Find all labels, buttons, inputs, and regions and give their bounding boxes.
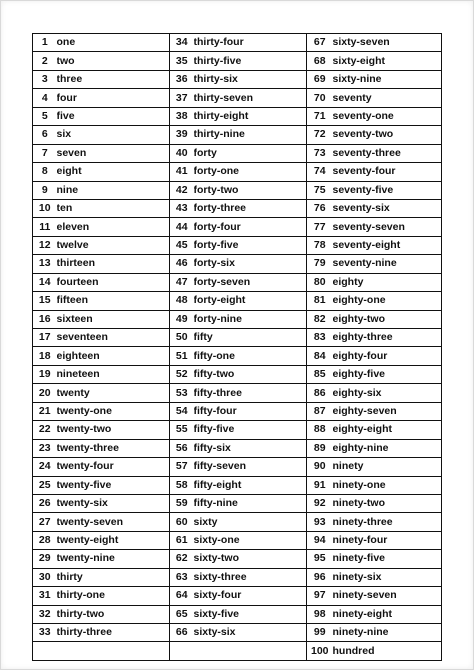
number-cell: 4 [33, 89, 57, 107]
word-cell: two [57, 52, 170, 70]
word-cell: thirty-five [194, 52, 307, 70]
word-cell: eighty-four [333, 347, 442, 365]
word-cell [57, 642, 170, 660]
number-cell: 89 [307, 439, 333, 457]
number-cell: 65 [170, 605, 194, 623]
word-cell: forty-four [194, 218, 307, 236]
number-cell: 83 [307, 329, 333, 347]
table-row [33, 384, 442, 402]
number-cell: 95 [307, 550, 333, 568]
number-cell: 22 [33, 421, 57, 439]
word-cell: twenty-seven [57, 513, 170, 531]
number-cell: 49 [170, 310, 194, 328]
number-cell: 55 [170, 421, 194, 439]
word-cell: forty-five [194, 236, 307, 254]
number-cell: 60 [170, 513, 194, 531]
number-cell: 66 [170, 624, 194, 642]
word-cell: twenty-eight [57, 531, 170, 549]
table-row [33, 494, 442, 512]
table-row [33, 421, 442, 439]
number-cell: 97 [307, 587, 333, 605]
table-row [33, 476, 442, 494]
number-cell: 73 [307, 144, 333, 162]
word-cell: fourteen [57, 273, 170, 291]
word-cell: eighty-eight [333, 421, 442, 439]
number-cell: 24 [33, 458, 57, 476]
number-cell: 64 [170, 587, 194, 605]
word-cell: four [57, 89, 170, 107]
number-cell: 48 [170, 292, 194, 310]
word-cell: thirty-three [57, 624, 170, 642]
word-cell: eighteen [57, 347, 170, 365]
number-cell: 38 [170, 107, 194, 125]
word-cell: three [57, 70, 170, 88]
number-cell: 5 [33, 107, 57, 125]
word-cell: ninety-two [333, 494, 442, 512]
number-cell: 85 [307, 365, 333, 383]
number-cell: 99 [307, 624, 333, 642]
word-cell: sixty-four [194, 587, 307, 605]
word-cell: ninety [333, 458, 442, 476]
word-cell: twenty-two [57, 421, 170, 439]
table-row [33, 273, 442, 291]
number-cell: 14 [33, 273, 57, 291]
number-cell: 40 [170, 144, 194, 162]
table-row [33, 605, 442, 623]
number-cell: 1 [33, 34, 57, 52]
number-cell: 33 [33, 624, 57, 642]
number-cell: 3 [33, 70, 57, 88]
word-cell: fifteen [57, 292, 170, 310]
number-cell: 77 [307, 218, 333, 236]
word-cell: twenty-nine [57, 550, 170, 568]
number-cell: 36 [170, 70, 194, 88]
number-cell: 86 [307, 384, 333, 402]
word-cell [194, 642, 307, 660]
word-cell: forty-six [194, 255, 307, 273]
word-cell: eighty-two [333, 310, 442, 328]
table-row [33, 310, 442, 328]
word-cell: nine [57, 181, 170, 199]
word-cell: sixty-three [194, 568, 307, 586]
word-cell: twenty [57, 384, 170, 402]
word-cell: seventy-six [333, 199, 442, 217]
table-row [33, 402, 442, 420]
word-cell: eighty-seven [333, 402, 442, 420]
word-cell: ninety-seven [333, 587, 442, 605]
number-cell: 84 [307, 347, 333, 365]
word-cell: twelve [57, 236, 170, 254]
word-cell: forty-seven [194, 273, 307, 291]
number-cell: 26 [33, 494, 57, 512]
word-cell: seventy-three [333, 144, 442, 162]
number-cell: 31 [33, 587, 57, 605]
number-cell: 90 [307, 458, 333, 476]
number-cell [170, 642, 194, 660]
word-cell: seventy-four [333, 163, 442, 181]
word-cell: eleven [57, 218, 170, 236]
number-cell: 92 [307, 494, 333, 512]
word-cell: eighty-three [333, 329, 442, 347]
word-cell: seventy [333, 89, 442, 107]
number-cell: 57 [170, 458, 194, 476]
word-cell: eight [57, 163, 170, 181]
word-cell: fifty [194, 329, 307, 347]
word-cell: thirty-six [194, 70, 307, 88]
word-cell: forty-eight [194, 292, 307, 310]
word-cell: ninety-five [333, 550, 442, 568]
word-cell: fifty-three [194, 384, 307, 402]
table-row [33, 550, 442, 568]
number-words-table [32, 33, 442, 661]
number-cell: 58 [170, 476, 194, 494]
word-cell: seven [57, 144, 170, 162]
word-cell: nineteen [57, 365, 170, 383]
number-cell: 37 [170, 89, 194, 107]
word-cell: thirteen [57, 255, 170, 273]
number-cell: 61 [170, 531, 194, 549]
number-cell: 88 [307, 421, 333, 439]
number-cell: 93 [307, 513, 333, 531]
number-cell: 59 [170, 494, 194, 512]
number-cell: 12 [33, 236, 57, 254]
word-cell: forty [194, 144, 307, 162]
word-cell: hundred [333, 642, 442, 660]
number-cell: 91 [307, 476, 333, 494]
word-cell: sixty-nine [333, 70, 442, 88]
number-cell: 13 [33, 255, 57, 273]
word-cell: thirty-seven [194, 89, 307, 107]
word-cell: fifty-one [194, 347, 307, 365]
word-cell: twenty-four [57, 458, 170, 476]
number-cell: 17 [33, 329, 57, 347]
number-cell: 54 [170, 402, 194, 420]
word-cell: ninety-eight [333, 605, 442, 623]
number-cell: 8 [33, 163, 57, 181]
number-cell: 16 [33, 310, 57, 328]
number-cell: 56 [170, 439, 194, 457]
table-row [33, 329, 442, 347]
table-row [33, 163, 442, 181]
number-cell: 46 [170, 255, 194, 273]
word-cell: sixty-one [194, 531, 307, 549]
word-cell: fifty-nine [194, 494, 307, 512]
number-words-body [33, 34, 442, 661]
word-cell: twenty-one [57, 402, 170, 420]
number-cell: 25 [33, 476, 57, 494]
number-cell: 74 [307, 163, 333, 181]
word-cell: thirty-two [57, 605, 170, 623]
number-cell: 62 [170, 550, 194, 568]
number-cell: 23 [33, 439, 57, 457]
table-row [33, 181, 442, 199]
number-cell: 21 [33, 402, 57, 420]
word-cell: eighty-five [333, 365, 442, 383]
table-row [33, 458, 442, 476]
number-cell: 18 [33, 347, 57, 365]
table-row [33, 347, 442, 365]
number-cell: 35 [170, 52, 194, 70]
number-cell: 7 [33, 144, 57, 162]
table-row [33, 144, 442, 162]
number-cell: 53 [170, 384, 194, 402]
number-cell: 41 [170, 163, 194, 181]
table-row [33, 624, 442, 642]
number-cell: 29 [33, 550, 57, 568]
number-cell: 72 [307, 126, 333, 144]
number-cell: 76 [307, 199, 333, 217]
number-cell: 63 [170, 568, 194, 586]
number-cell: 96 [307, 568, 333, 586]
word-cell: six [57, 126, 170, 144]
table-row [33, 642, 442, 660]
word-cell: five [57, 107, 170, 125]
word-cell: thirty-one [57, 587, 170, 605]
word-cell: ninety-nine [333, 624, 442, 642]
number-cell: 45 [170, 236, 194, 254]
word-cell: eighty [333, 273, 442, 291]
table-row [33, 568, 442, 586]
number-cell: 98 [307, 605, 333, 623]
number-cell: 42 [170, 181, 194, 199]
number-cell: 34 [170, 34, 194, 52]
number-cell: 94 [307, 531, 333, 549]
number-cell: 27 [33, 513, 57, 531]
word-cell: fifty-five [194, 421, 307, 439]
word-cell: fifty-eight [194, 476, 307, 494]
number-cell: 30 [33, 568, 57, 586]
number-cell: 70 [307, 89, 333, 107]
word-cell: thirty [57, 568, 170, 586]
number-cell: 28 [33, 531, 57, 549]
word-cell: ninety-one [333, 476, 442, 494]
word-cell: ten [57, 199, 170, 217]
word-cell: sixteen [57, 310, 170, 328]
word-cell: fifty-four [194, 402, 307, 420]
number-cell: 69 [307, 70, 333, 88]
number-cell [33, 642, 57, 660]
word-cell: seventy-seven [333, 218, 442, 236]
number-cell: 44 [170, 218, 194, 236]
number-cell: 87 [307, 402, 333, 420]
number-cell: 50 [170, 329, 194, 347]
number-cell: 10 [33, 199, 57, 217]
word-cell: fifty-seven [194, 458, 307, 476]
word-cell: seventeen [57, 329, 170, 347]
number-cell: 81 [307, 292, 333, 310]
number-cell: 75 [307, 181, 333, 199]
table-row [33, 531, 442, 549]
number-cell: 100 [307, 642, 333, 660]
table-row [33, 70, 442, 88]
word-cell: sixty-seven [333, 34, 442, 52]
word-cell: seventy-one [333, 107, 442, 125]
word-cell: forty-two [194, 181, 307, 199]
table-row [33, 255, 442, 273]
word-cell: ninety-three [333, 513, 442, 531]
table-row [33, 89, 442, 107]
word-cell: sixty-two [194, 550, 307, 568]
word-cell: forty-nine [194, 310, 307, 328]
word-cell: sixty-six [194, 624, 307, 642]
word-cell: thirty-nine [194, 126, 307, 144]
word-cell: forty-three [194, 199, 307, 217]
word-cell: sixty-eight [333, 52, 442, 70]
word-cell: ninety-four [333, 531, 442, 549]
number-cell: 67 [307, 34, 333, 52]
word-cell: sixty [194, 513, 307, 531]
number-cell: 6 [33, 126, 57, 144]
word-cell: forty-one [194, 163, 307, 181]
word-cell: ninety-six [333, 568, 442, 586]
word-cell: twenty-five [57, 476, 170, 494]
number-cell: 11 [33, 218, 57, 236]
word-cell: eighty-six [333, 384, 442, 402]
word-cell: seventy-five [333, 181, 442, 199]
table-row [33, 126, 442, 144]
table-row [33, 587, 442, 605]
number-cell: 19 [33, 365, 57, 383]
table-row [33, 199, 442, 217]
word-cell: fifty-six [194, 439, 307, 457]
word-cell: eighty-nine [333, 439, 442, 457]
number-cell: 2 [33, 52, 57, 70]
word-cell: eighty-one [333, 292, 442, 310]
number-cell: 82 [307, 310, 333, 328]
word-cell: thirty-eight [194, 107, 307, 125]
number-cell: 78 [307, 236, 333, 254]
table-row [33, 513, 442, 531]
word-cell: thirty-four [194, 34, 307, 52]
number-cell: 71 [307, 107, 333, 125]
table-row [33, 292, 442, 310]
number-cell: 51 [170, 347, 194, 365]
number-cell: 39 [170, 126, 194, 144]
number-cell: 9 [33, 181, 57, 199]
word-cell: seventy-nine [333, 255, 442, 273]
table-row [33, 218, 442, 236]
word-cell: one [57, 34, 170, 52]
number-cell: 20 [33, 384, 57, 402]
number-cell: 32 [33, 605, 57, 623]
word-cell: twenty-three [57, 439, 170, 457]
number-cell: 43 [170, 199, 194, 217]
number-cell: 80 [307, 273, 333, 291]
table-row [33, 439, 442, 457]
number-cell: 15 [33, 292, 57, 310]
table-row [33, 365, 442, 383]
word-cell: twenty-six [57, 494, 170, 512]
table-row [33, 236, 442, 254]
word-cell: sixty-five [194, 605, 307, 623]
word-cell: seventy-two [333, 126, 442, 144]
number-cell: 68 [307, 52, 333, 70]
number-cell: 47 [170, 273, 194, 291]
table-row [33, 107, 442, 125]
number-cell: 79 [307, 255, 333, 273]
number-cell: 52 [170, 365, 194, 383]
table-row [33, 34, 442, 52]
word-cell: fifty-two [194, 365, 307, 383]
table-row [33, 52, 442, 70]
word-cell: seventy-eight [333, 236, 442, 254]
